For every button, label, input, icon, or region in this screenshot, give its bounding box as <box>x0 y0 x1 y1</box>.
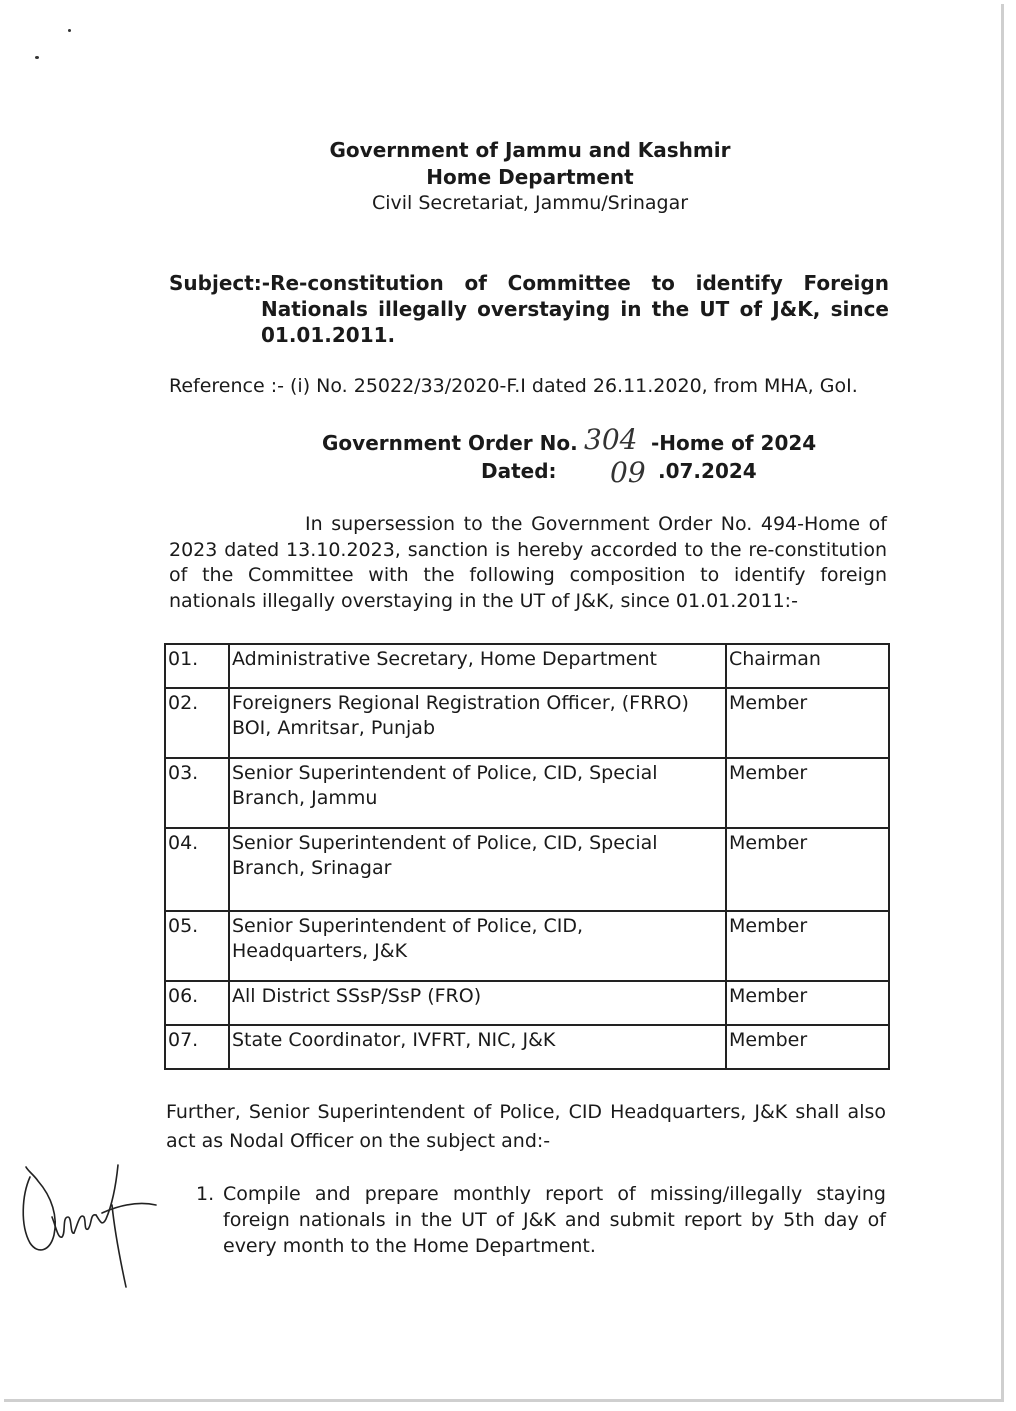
order-label: Government Order No. <box>322 431 578 455</box>
order-suffix: -Home of 2024 <box>651 431 817 455</box>
dated-month-year: .07.2024 <box>658 459 757 483</box>
table-row <box>165 758 889 828</box>
reference-line: Reference :- (i) No. 25022/33/2020-F.I dated 26.11.2020, from MHA, GoI. <box>169 375 858 397</box>
further-paragraph <box>166 1098 886 1156</box>
subject-word: identify <box>695 271 783 295</box>
paragraph-line: of the Committee with the following composition to identify foreign <box>169 564 887 586</box>
row-role: Member <box>726 981 889 1025</box>
row-number: 04. <box>165 828 229 911</box>
row-designation: Foreigners Regional Registration Officer, (FRRO) BOI, Amritsar, Punjab <box>229 688 726 758</box>
committee-table <box>164 643 890 1070</box>
further-line: act as Nodal Officer on the subject and:- <box>166 1130 551 1152</box>
paragraph-line: 2023 dated 13.10.2023, sanction is hereby accorded to the re-constitution <box>169 538 887 561</box>
signature-icon <box>16 1155 166 1290</box>
row-designation: State Coordinator, IVFRT, NIC, J&K <box>229 1025 726 1069</box>
list-item-number: 1. <box>196 1183 215 1205</box>
dated-day-handwritten: 09 <box>610 456 646 489</box>
subject-block <box>169 270 889 348</box>
header-government: Government of Jammu and Kashmir <box>329 138 731 162</box>
order-number-handwritten: 304 <box>584 423 638 456</box>
row-designation: Senior Superintendent of Police, CID, Headquarters, J&K <box>229 911 726 981</box>
row-designation: Senior Superintendent of Police, CID, Special Branch, Jammu <box>229 758 726 828</box>
subject-line-2: Nationals illegally overstaying in the UT of J&K, since <box>261 297 889 321</box>
table-row <box>165 1025 889 1069</box>
row-role: Chairman <box>726 644 889 688</box>
paragraph-line: nationals illegally overstaying in the UT of J&K, since 01.01.2011:- <box>169 589 798 612</box>
row-number: 03. <box>165 758 229 828</box>
subject-word: to <box>651 271 675 295</box>
row-role: Member <box>726 828 889 911</box>
table-row <box>165 911 889 981</box>
subject-word: Committee <box>507 271 631 295</box>
scan-speck <box>35 56 39 59</box>
row-number: 02. <box>165 688 229 758</box>
subject-word: of <box>464 271 487 295</box>
scan-speck <box>68 29 71 32</box>
further-line: Further, Senior Superintendent of Police, CID Headquarters, J&K shall also <box>166 1101 886 1123</box>
table-row <box>165 688 889 758</box>
list-item-line: Compile and prepare monthly report of missing/illegally staying <box>223 1183 886 1205</box>
row-designation: Senior Superintendent of Police, CID, Special Branch, Srinagar <box>229 828 726 911</box>
row-number: 06. <box>165 981 229 1025</box>
row-role: Member <box>726 911 889 981</box>
row-designation: All District SSsP/SsP (FRO) <box>229 981 726 1025</box>
header-department: Home Department <box>426 165 634 189</box>
list-item <box>223 1181 886 1259</box>
row-role: Member <box>726 758 889 828</box>
row-role: Member <box>726 1025 889 1069</box>
subject-line-1 <box>169 270 889 296</box>
table-row <box>165 981 889 1025</box>
list-item-line: every month to the Home Department. <box>223 1235 596 1257</box>
row-number: 07. <box>165 1025 229 1069</box>
duties-list <box>196 1181 886 1259</box>
row-number: 05. <box>165 911 229 981</box>
list-item-line: foreign nationals in the UT of J&K and submit report by 5th day of <box>223 1209 886 1231</box>
row-role: Member <box>726 688 889 758</box>
paragraph-line: In supersession to the Government Order No. 494-Home of <box>305 513 887 535</box>
table-row <box>165 828 889 911</box>
subject-label: Subject:-Re-constitution <box>169 271 444 295</box>
dated-label: Dated: <box>481 459 557 483</box>
row-designation: Administrative Secretary, Home Department <box>229 644 726 688</box>
row-number: 01. <box>165 644 229 688</box>
header-location: Civil Secretariat, Jammu/Srinagar <box>371 192 689 214</box>
main-paragraph <box>169 512 887 614</box>
subject-line-3: 01.01.2011. <box>261 323 396 347</box>
table-row <box>165 644 889 688</box>
subject-word: Foreign <box>803 271 889 295</box>
